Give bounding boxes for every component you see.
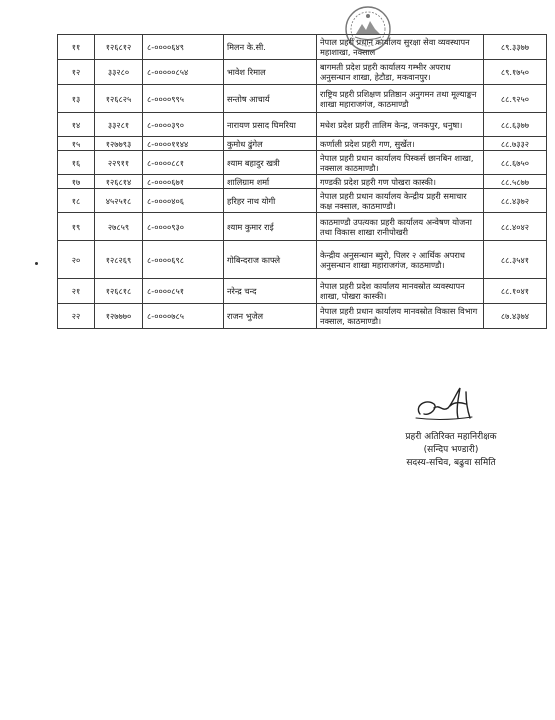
table-row <box>58 151 547 175</box>
name-cell: नरेन्द्र चन्द <box>224 279 317 304</box>
office-cell: मधेश प्रदेश प्रहरी तालिम केन्द्र, जनकपुर, धनुषा। <box>317 113 484 137</box>
police-number-cell: ४५२५१८ <box>95 189 143 213</box>
symbol-number-cell: ८-००००९३० <box>143 213 224 241</box>
score-cell: ८८.१०४१ <box>484 279 547 304</box>
table-row <box>58 175 547 189</box>
serial-number-cell: २२ <box>58 304 95 329</box>
score-cell: ८८.७३३२ <box>484 137 547 151</box>
score-cell: ८९.१७५० <box>484 60 547 85</box>
police-number-cell: २२९११ <box>95 151 143 175</box>
office-cell: नेपाल प्रहरी प्रधान कार्यालय सुरक्षा सेवा व्यवस्थापन महाशाखा, नक्साल <box>317 35 484 60</box>
office-cell: नेपाल प्रहरी प्रधान कार्यालय पिस्कर्स छानबिन शाखा, नक्साल काठमाण्डौ। <box>317 151 484 175</box>
name-cell: सन्तोष आचार्य <box>224 85 317 113</box>
symbol-number-cell: ८-००००६४९ <box>143 35 224 60</box>
serial-number-cell: १४ <box>58 113 95 137</box>
serial-number-cell: २० <box>58 241 95 279</box>
name-cell: राजन भुजेल <box>224 304 317 329</box>
symbol-number-cell: ८-००००८८१ <box>143 151 224 175</box>
table-row <box>58 279 547 304</box>
serial-number-cell: १७ <box>58 175 95 189</box>
table-row <box>58 304 547 329</box>
signatory-title: प्रहरी अतिरिक्त महानिरीक्षक <box>405 432 497 442</box>
office-cell: केन्द्रीय अनुसन्धान ब्युरो, पिलर २ आर्थिक अपराध अनुसन्धान शाखा महाराजगंज, काठमाण्डौ। <box>317 241 484 279</box>
serial-number-cell: १८ <box>58 189 95 213</box>
serial-number-cell: १५ <box>58 137 95 151</box>
table-row <box>58 213 547 241</box>
signatory-role: सदस्य-सचिव, बढुवा समिति <box>406 458 496 468</box>
police-number-cell: १२६८२५ <box>95 85 143 113</box>
office-cell: काठमाण्डौ उपत्यका प्रहरी कार्यालय अन्वेषण योजना तथा विकास शाखा रानीपोखरी <box>317 213 484 241</box>
signatory-name: (सन्दिप भण्डारी) <box>423 445 479 455</box>
serial-number-cell: १६ <box>58 151 95 175</box>
office-cell: नेपाल प्रहरी प्रधान कार्यालय केन्द्रीय प्रहरी समाचार कक्ष नक्साल, काठमाण्डौ। <box>317 189 484 213</box>
police-number-cell: १२६८१८ <box>95 279 143 304</box>
name-cell: हरिहर नाथ योगी <box>224 189 317 213</box>
office-cell: कर्णाली प्रदेश प्रहरी गण, सुर्खेत। <box>317 137 484 151</box>
police-number-cell: १२६८१२ <box>95 35 143 60</box>
name-cell: शालिग्राम शर्मा <box>224 175 317 189</box>
symbol-number-cell: ८-००००८५१ <box>143 279 224 304</box>
office-cell: बागमती प्रदेश प्रहरी कार्यालय गम्भीर अपराध अनुसन्धान शाखा, हेटौडा, मकवानपुर। <box>317 60 484 85</box>
name-cell: भावेश रिमाल <box>224 60 317 85</box>
name-cell: मिलन के.सी. <box>224 35 317 60</box>
office-cell: राष्ट्रिय प्रहरी प्रशिक्षण प्रतिष्ठान अनुगमन तथा मूल्याङ्कन शाखा महाराजगंज, काठमाण्डौ <box>317 85 484 113</box>
symbol-number-cell: ८-०००००८५४ <box>143 60 224 85</box>
office-cell: नेपाल प्रहरी प्रदेश कार्यालय मानवस्रोत व्यवस्थापन शाखा, पोखरा कास्की। <box>317 279 484 304</box>
score-cell: ८८.९२५० <box>484 85 547 113</box>
name-cell: श्याम बहादुर खत्री <box>224 151 317 175</box>
symbol-number-cell: ८-००००९९५ <box>143 85 224 113</box>
table-row <box>58 113 547 137</box>
police-number-cell: १२७७७० <box>95 304 143 329</box>
police-number-cell: १२७७९३ <box>95 137 143 151</box>
symbol-number-cell: ८-००००७८५ <box>143 304 224 329</box>
table-row <box>58 241 547 279</box>
table-row <box>58 85 547 113</box>
symbol-number-cell: ८-००००६७१ <box>143 175 224 189</box>
office-cell: गण्डकी प्रदेश प्रहरी गण पोखरा कास्की। <box>317 175 484 189</box>
police-number-cell: ३३२८० <box>95 60 143 85</box>
symbol-number-cell: ८-००००११४४ <box>143 137 224 151</box>
serial-number-cell: १९ <box>58 213 95 241</box>
score-cell: ८८.६३७७ <box>484 113 547 137</box>
score-cell: ८८.६७५० <box>484 151 547 175</box>
score-cell: ८९.३३७७ <box>484 35 547 60</box>
police-number-cell: २७८५९ <box>95 213 143 241</box>
promotion-list-table <box>57 34 547 329</box>
symbol-number-cell: ८-००००४०६ <box>143 189 224 213</box>
symbol-number-cell: ८-००००३९० <box>143 113 224 137</box>
serial-number-cell: १२ <box>58 60 95 85</box>
name-cell: कुमोध ढुंगेल <box>224 137 317 151</box>
name-cell: नारायण प्रसाद घिमरिया <box>224 113 317 137</box>
signature-block <box>381 431 521 470</box>
office-cell: नेपाल प्रहरी प्रधान कार्यालय मानवस्रोत विकास विभाग नक्साल, काठमाण्डौ। <box>317 304 484 329</box>
serial-number-cell: २१ <box>58 279 95 304</box>
score-cell: ८८.४३७२ <box>484 189 547 213</box>
score-cell: ८८.४०४२ <box>484 213 547 241</box>
serial-number-cell: १३ <box>58 85 95 113</box>
symbol-number-cell: ८-००००६९८ <box>143 241 224 279</box>
police-number-cell: ३३२८१ <box>95 113 143 137</box>
score-cell: ८८.३५४१ <box>484 241 547 279</box>
name-cell: गोबिन्दराज काफ्ले <box>224 241 317 279</box>
name-cell: श्याम कुमार राई <box>224 213 317 241</box>
margin-bullet <box>35 262 38 265</box>
handwritten-signature-icon <box>412 384 492 426</box>
score-cell: ८७.४३७४ <box>484 304 547 329</box>
table-row <box>58 35 547 60</box>
table-row <box>58 137 547 151</box>
serial-number-cell: ११ <box>58 35 95 60</box>
police-number-cell: १२८२६९ <box>95 241 143 279</box>
table-row <box>58 189 547 213</box>
table-row <box>58 60 547 85</box>
score-cell: ८८.५८७७ <box>484 175 547 189</box>
police-number-cell: १२६८१४ <box>95 175 143 189</box>
